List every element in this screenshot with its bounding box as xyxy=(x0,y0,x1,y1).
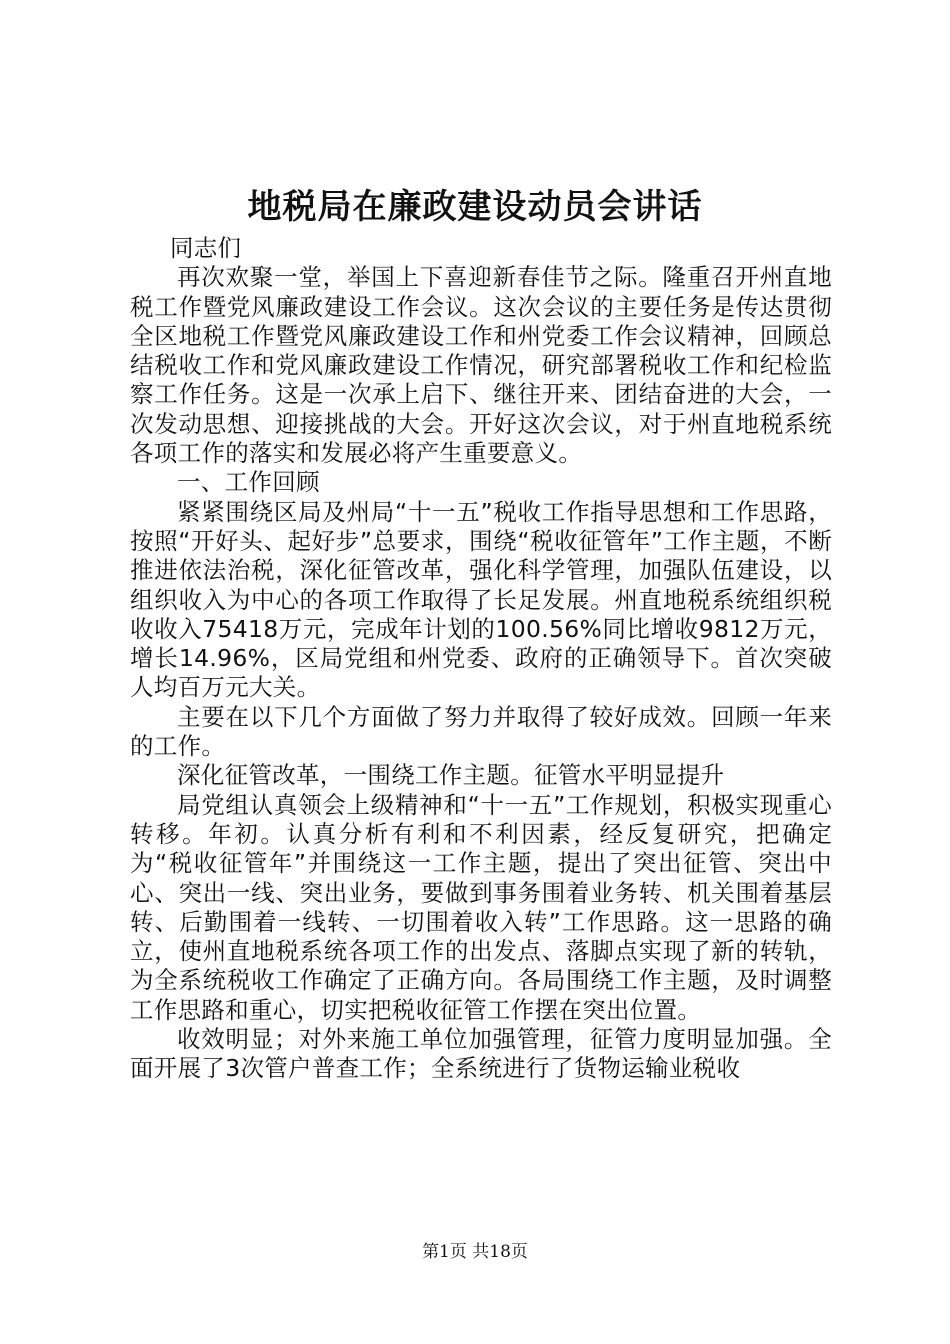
paragraph: 紧紧围绕区局及州局“十一五”税收工作指导思想和工作思路，按照“开好头、起好步”总要求，围绕“税收征管年”工作主题，不断推进依法治税，深化征管改革，强化科学管理，加强队伍建设，以组织收入为中心的各项工作取得了长足发展。州直地税系统组织税收收入75418万元，完成年计划的100.56%同比增收9812万元，增长14.96%，区局党组和州党委、政府的正确领导下。首次突破人均百万元大关。 xyxy=(130,497,832,702)
subsection-heading: 深化征管改革，一围绕工作主题。征管水平明显提升 xyxy=(177,761,725,790)
paragraph: 收效明显；对外来施工单位加强管理，征管力度明显加强。全面开展了3次管户普查工作；全系统进行了货物运输业税收 xyxy=(130,1025,832,1083)
page-number: 第1页 共18页 xyxy=(422,1242,528,1262)
section-heading: 一、工作回顾 xyxy=(177,468,320,497)
paragraph: 再次欢聚一堂，举国上下喜迎新春佳节之际。隆重召开州直地税工作暨党风廉政建设工作会议。这次会议的主要任务是传达贯彻全区地税工作暨党风廉政建设工作和州党委工作会议精神，回顾总结税收工作和党风廉政建设工作情况，研究部署税收工作和纪检监察工作任务。这是一次承上启下、继往开来、团结奋进的大会，一次发动思想、迎接挑战的大会。开好这次会议，对于州直地税系统各项工作的落实和发展必将产生重要意义。 xyxy=(130,263,832,468)
document-title: 地税局在廉政建设动员会讲话 xyxy=(247,187,703,227)
greeting: 同志们 xyxy=(169,234,242,262)
paragraph: 主要在以下几个方面做了努力并取得了较好成效。回顾一年来的工作。 xyxy=(130,702,832,761)
document-body xyxy=(130,234,832,1084)
paragraph: 局党组认真领会上级精神和“十一五”工作规划，积极实现重心转移。年初。认真分析有利和不利因素，经反复研究，把确定为“税收征管年”并围绕这一工作主题，提出了突出征管、突出中心、突出一线、突出业务，要做到事务围着业务转、机关围着基层转、后勤围着一线转、一切围着收入转”工作思路。这一思路的确立，使州直地税系统各项工作的出发点、落脚点实现了新的转轨，为全系统税收工作确定了正确方向。各局围绕工作主题，及时调整工作思路和重心，切实把税收征管工作摆在突出位置。 xyxy=(130,790,832,1024)
